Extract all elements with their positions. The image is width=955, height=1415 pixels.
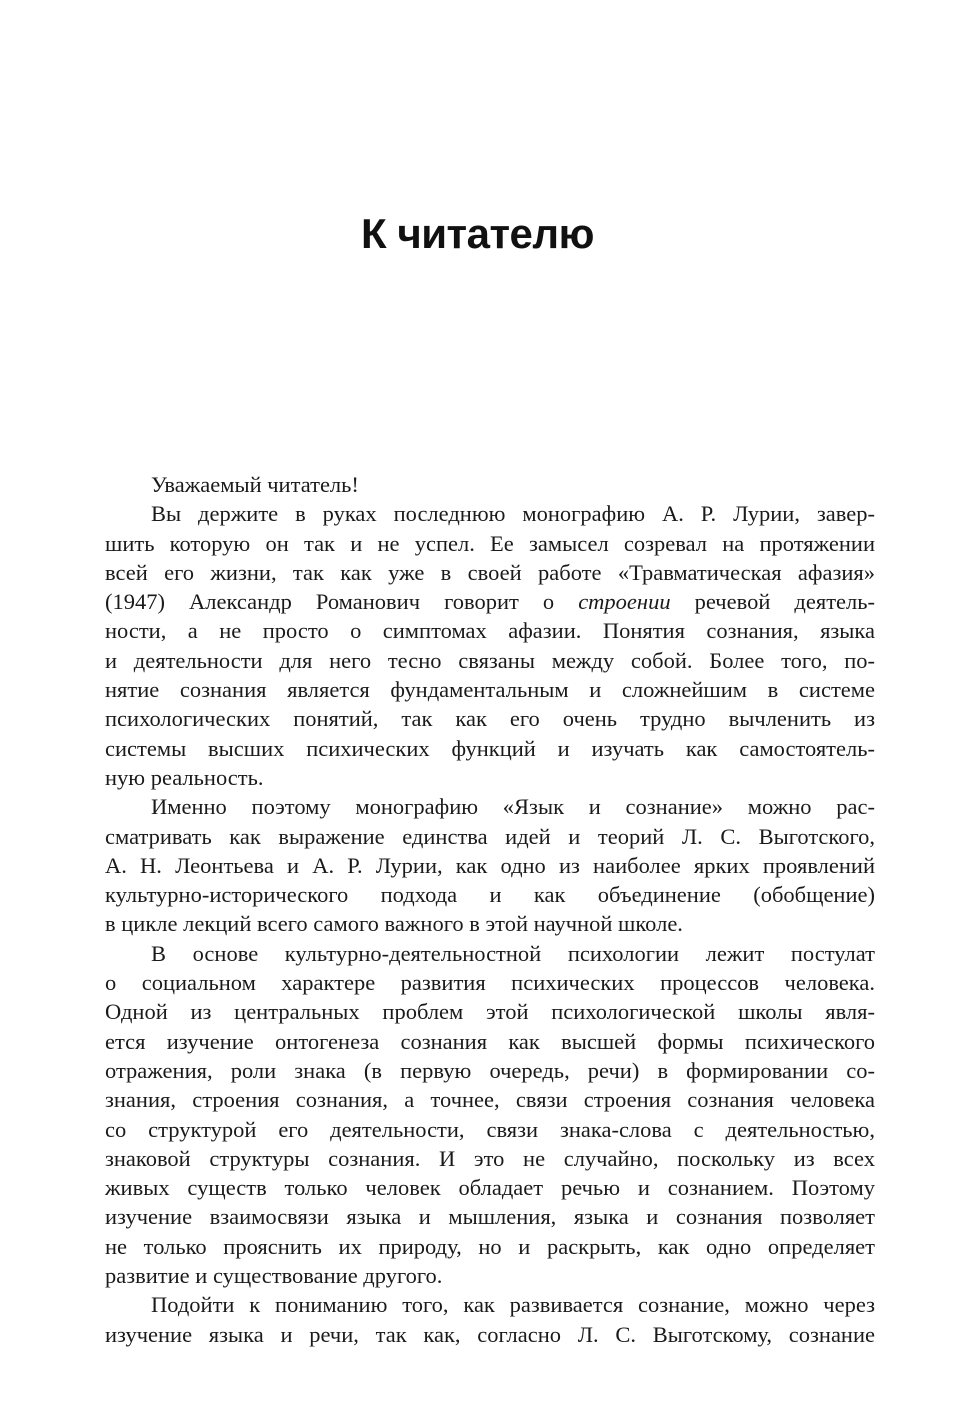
text-line: Именно поэтому монографию «Язык и сознание» можно рас- [151, 794, 875, 820]
paragraph [105, 1290, 875, 1349]
text-line: живых существ только человек обладает речью и сознанием. Поэтому [105, 1175, 875, 1201]
paragraph [105, 792, 875, 938]
text-line: сматривать как выражение единства идей и теорий Л. С. Выготского, [105, 823, 875, 849]
text-line: в цикле лекций всего самого важного в этой научной школе. [105, 911, 683, 937]
text-line: Одной из центральных проблем этой психологической школы явля- [105, 999, 875, 1025]
text-line: шить которую он так и не успел. Ее замысел созревал на протяжении [105, 530, 875, 556]
text-line: Подойти к пониманию того, как развивается сознание, можно через [151, 1292, 875, 1318]
text-line: ную реальность. [105, 764, 264, 790]
text-line: А. Н. Леонтьева и А. Р. Лурии, как одно из наиболее ярких проявлений [105, 852, 875, 878]
text-line: психологических понятий, так как его очень трудно вычленить из [105, 706, 875, 732]
text-line: и деятельности для него тесно связаны между собой. Более того, по- [105, 647, 875, 673]
text-line: ности, а не просто о симптомах афазии. Понятия сознания, языка [105, 618, 875, 644]
text-line: Вы держите в руках последнюю монографию А. Р. Лурии, завер- [151, 501, 875, 527]
text-line: культурно-исторического подхода и как объединение (обобщение) [105, 882, 875, 908]
text-line: изучение взаимосвязи языка и мышления, языка и сознания позволяет [105, 1204, 875, 1230]
text-line: ется изучение онтогенеза сознания как высшей формы психического [105, 1028, 875, 1054]
text-line: развитие и существование другого. [105, 1263, 443, 1289]
text-line: знаковой структуры сознания. И это не случайно, поскольку из всех [105, 1145, 875, 1171]
page-title: К читателю [361, 210, 594, 257]
text-line: системы высших психических функций и изучать как самостоятель- [105, 735, 875, 761]
text-line: изучение языка и речи, так как, согласно Л. С. Выготскому, сознание [105, 1321, 875, 1347]
text-line: знания, строения сознания, а точнее, связи строения сознания человека [105, 1087, 875, 1113]
text-line: со структурой его деятельности, связи знака-слова с деятельностью, [105, 1116, 875, 1142]
paragraph [105, 499, 875, 792]
text-line: нятие сознания является фундаментальным и сложнейшим в системе [105, 677, 875, 703]
text-line: не только прояснить их природу, но и раскрыть, как одно определяет [105, 1233, 875, 1259]
text-line: Уважаемый читатель! [151, 472, 359, 497]
text-line: В основе культурно-деятельностной психологии лежит постулат [151, 940, 875, 966]
text-line: о социальном характере развития психических процессов человека. [105, 970, 875, 996]
text-line: отражения, роли знака (в первую очередь, речи) в формировании со- [105, 1057, 875, 1083]
text-line: всей его жизни, так как уже в своей работе «Травматическая афазия» [105, 559, 875, 585]
body-text [105, 470, 875, 1349]
text-line: (1947) Александр Романович говорит о строении речевой деятель- [105, 589, 876, 615]
paragraph [105, 939, 875, 1291]
emphasized-word: строении [578, 589, 671, 615]
paragraph [105, 470, 875, 499]
